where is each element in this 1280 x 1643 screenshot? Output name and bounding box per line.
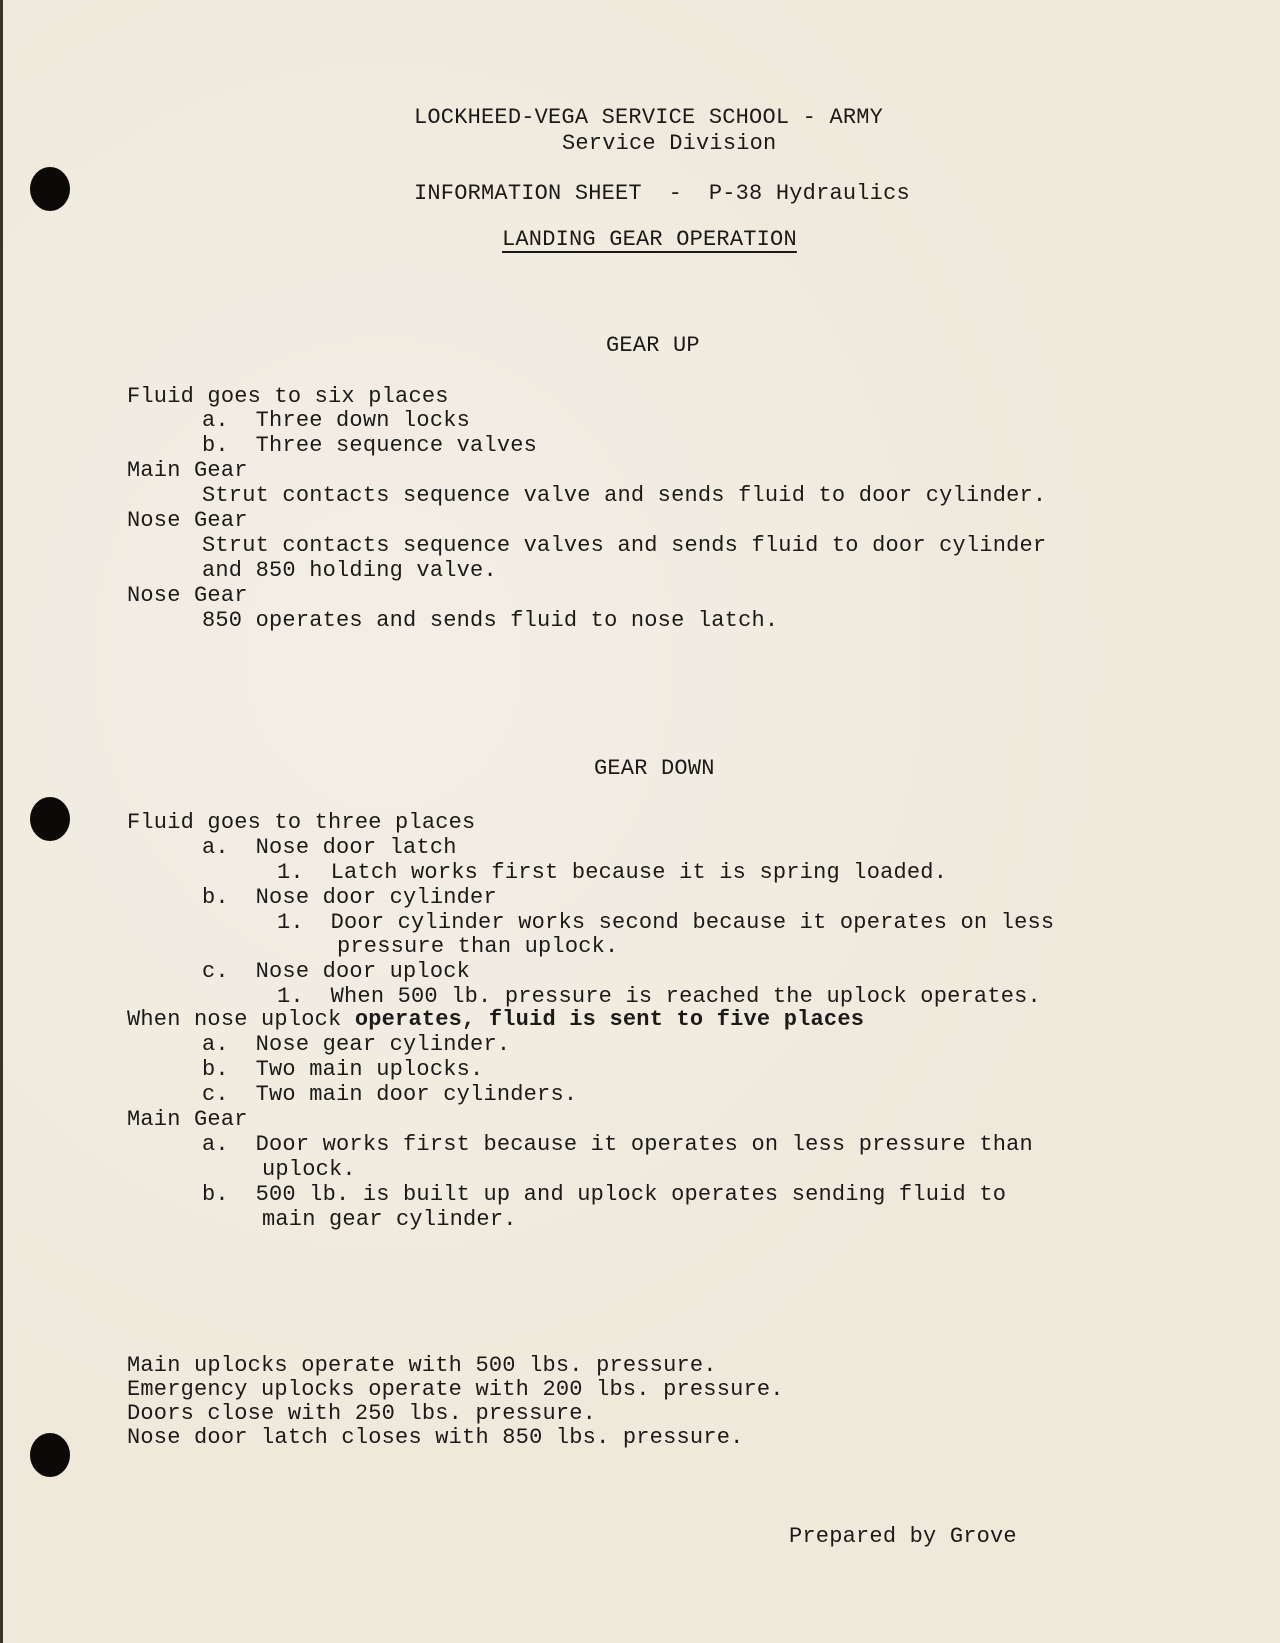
list-item: a. Nose gear cylinder. — [202, 1032, 511, 1057]
list-item: 850 operates and sends fluid to nose latch. — [202, 608, 779, 633]
list-item: c. Nose door uplock — [202, 959, 471, 984]
sheet-title: INFORMATION SHEET - P-38 Hydraulics — [414, 181, 910, 206]
list-item: 1. When 500 lb. pressure is reached the uplock operates. — [277, 984, 1041, 1009]
list-item: a. Nose door latch — [202, 835, 457, 860]
list-item: b. Nose door cylinder — [202, 885, 497, 910]
list-item: Strut contacts sequence valve and sends fluid to door cylinder. — [202, 483, 1047, 508]
list-item: Strut contacts sequence valves and sends fluid to door cylinder — [202, 533, 1047, 558]
division-title: Service Division — [562, 131, 777, 156]
text-bold: operates, fluid is sent to five places — [354, 1007, 865, 1032]
list-item: b. 500 lb. is built up and uplock operates sending fluid to — [202, 1182, 1007, 1207]
prepared-by: Prepared by Grove — [789, 1524, 1017, 1549]
text-plain: When nose uplock — [127, 1007, 355, 1032]
subject-title: LANDING GEAR OPERATION — [502, 227, 797, 252]
gear-up-heading: GEAR UP — [606, 333, 700, 358]
summary-line: Main uplocks operate with 500 lbs. pressure. — [127, 1353, 717, 1378]
list-item: Fluid goes to three places — [127, 810, 476, 835]
summary-line: Doors close with 250 lbs. pressure. — [127, 1401, 597, 1426]
list-item: Main Gear — [127, 458, 248, 483]
summary-line: Nose door latch closes with 850 lbs. pressure. — [127, 1425, 744, 1450]
list-item: uplock. — [262, 1157, 356, 1182]
list-item: 1. Door cylinder works second because it operates on less — [277, 910, 1055, 935]
list-item: 1. Latch works first because it is spring loaded. — [277, 860, 948, 885]
page-edge — [0, 0, 3, 1643]
summary-line: Emergency uplocks operate with 200 lbs. pressure. — [127, 1377, 784, 1402]
punch-hole-top — [30, 167, 70, 211]
list-item: Fluid goes to six places — [127, 384, 449, 409]
list-item: pressure than uplock. — [337, 934, 619, 959]
list-item: Nose Gear — [127, 583, 248, 608]
org-title: LOCKHEED-VEGA SERVICE SCHOOL - ARMY — [414, 105, 884, 130]
list-item: Nose Gear — [127, 508, 248, 533]
list-item: main gear cylinder. — [262, 1207, 517, 1232]
list-item: b. Three sequence valves — [202, 433, 538, 458]
list-item: c. Two main door cylinders. — [202, 1082, 578, 1107]
list-item: a. Door works first because it operates on less pressure than — [202, 1132, 1033, 1157]
gear-down-heading: GEAR DOWN — [594, 756, 715, 781]
list-item — [127, 1008, 864, 1032]
punch-hole-middle — [30, 797, 70, 841]
list-item: Main Gear — [127, 1107, 248, 1132]
punch-hole-bottom — [30, 1433, 70, 1477]
list-item: and 850 holding valve. — [202, 558, 497, 583]
list-item: b. Two main uplocks. — [202, 1057, 484, 1082]
list-item: a. Three down locks — [202, 408, 471, 433]
